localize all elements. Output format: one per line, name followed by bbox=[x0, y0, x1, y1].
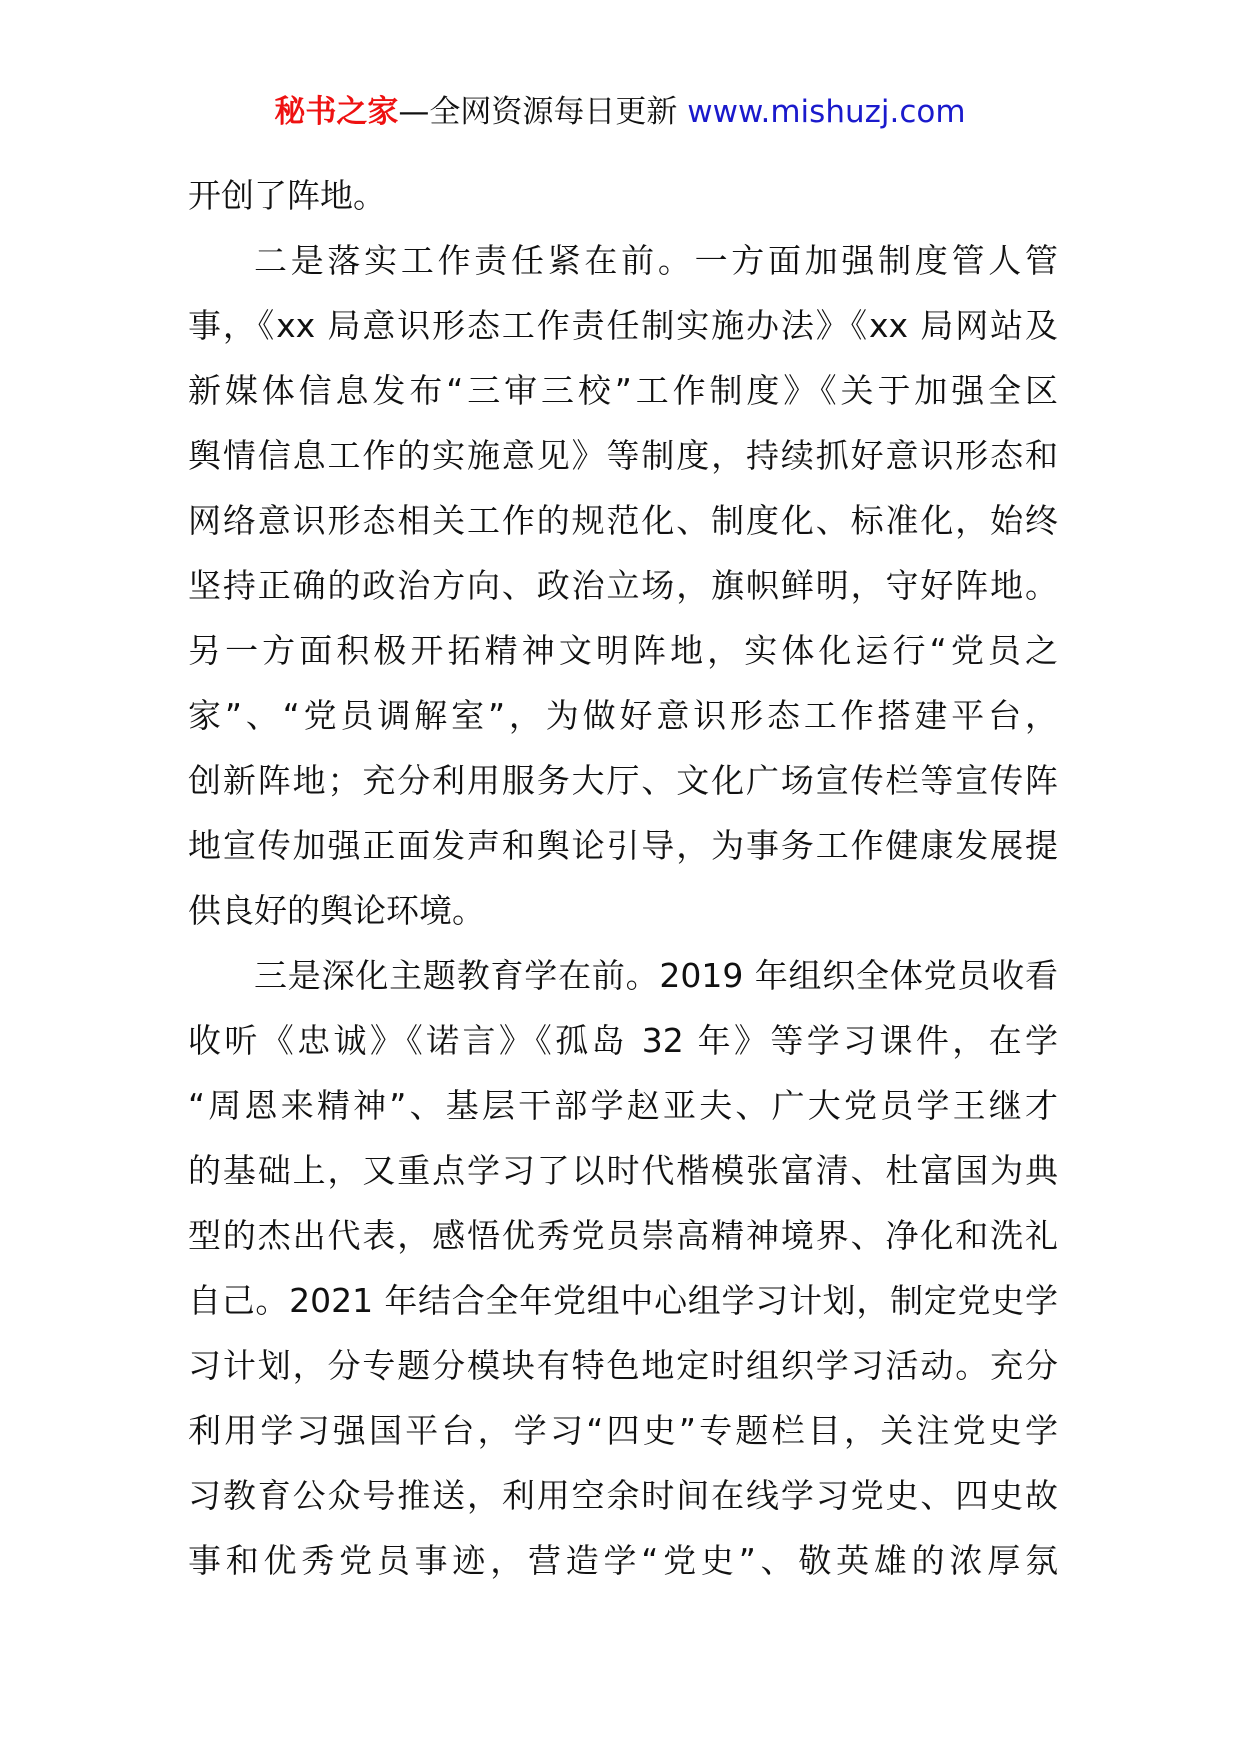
text-line: 坚持正确的政治方向、政治立场，旗帜鲜明，守好阵地。 bbox=[188, 566, 1058, 605]
text-line: 地宣传加强正面发声和舆论引导，为事务工作健康发展提 bbox=[188, 826, 1058, 865]
text-line: 三是深化主题教育学在前。2019 年组织全体党员收看 bbox=[254, 956, 1058, 995]
text-line: 事，《xx 局意识形态工作责任制实施办法》《xx 局网站及 bbox=[188, 306, 1058, 345]
text-line: 型的杰出代表，感悟优秀党员崇高精神境界、净化和洗礼 bbox=[188, 1216, 1058, 1255]
header-tagline: —全网资源每日更新 bbox=[398, 94, 678, 130]
text-line: 二是落实工作责任紧在前。一方面加强制度管人管 bbox=[254, 241, 1058, 280]
text-line: 舆情信息工作的实施意见》等制度，持续抓好意识形态和 bbox=[188, 436, 1058, 475]
text-line: 收听《忠诚》《诺言》《孤岛 32 年》等学习课件，在学 bbox=[188, 1021, 1058, 1060]
text-line: 的基础上，又重点学习了以时代楷模张富清、杜富国为典 bbox=[188, 1151, 1058, 1190]
text-line: “周恩来精神”、基层干部学赵亚夫、广大党员学王继才 bbox=[188, 1086, 1058, 1125]
text-line: 家”、“党员调解室”，为做好意识形态工作搭建平台， bbox=[188, 696, 1058, 735]
text-line: 创新阵地；充分利用服务大厅、文化广场宣传栏等宣传阵 bbox=[188, 761, 1058, 800]
text-line: 供良好的舆论环境。 bbox=[188, 891, 485, 930]
text-line: 习教育公众号推送，利用空余时间在线学习党史、四史故 bbox=[188, 1476, 1058, 1515]
text-line: 自己。2021 年结合全年党组中心组学习计划，制定党史学 bbox=[188, 1281, 1058, 1320]
text-line: 利用学习强国平台，学习“四史”专题栏目，关注党史学 bbox=[188, 1411, 1058, 1450]
text-line: 习计划，分专题分模块有特色地定时组织学习活动。充分 bbox=[188, 1346, 1058, 1385]
text-line: 另一方面积极开拓精神文明阵地，实体化运行“党员之 bbox=[188, 631, 1058, 670]
document-body bbox=[188, 163, 1058, 1593]
page-header bbox=[0, 92, 1240, 132]
site-url-link[interactable]: www.mishuzj.com bbox=[687, 94, 966, 130]
text-line: 新媒体信息发布“三审三校”工作制度》《关于加强全区 bbox=[188, 371, 1058, 410]
brand-name: 秘书之家 bbox=[274, 94, 399, 130]
text-line: 网络意识形态相关工作的规范化、制度化、标准化，始终 bbox=[188, 501, 1058, 540]
text-line: 开创了阵地。 bbox=[188, 176, 386, 215]
text-line: 事和优秀党员事迹，营造学“党史”、敬英雄的浓厚氛 bbox=[188, 1541, 1058, 1580]
